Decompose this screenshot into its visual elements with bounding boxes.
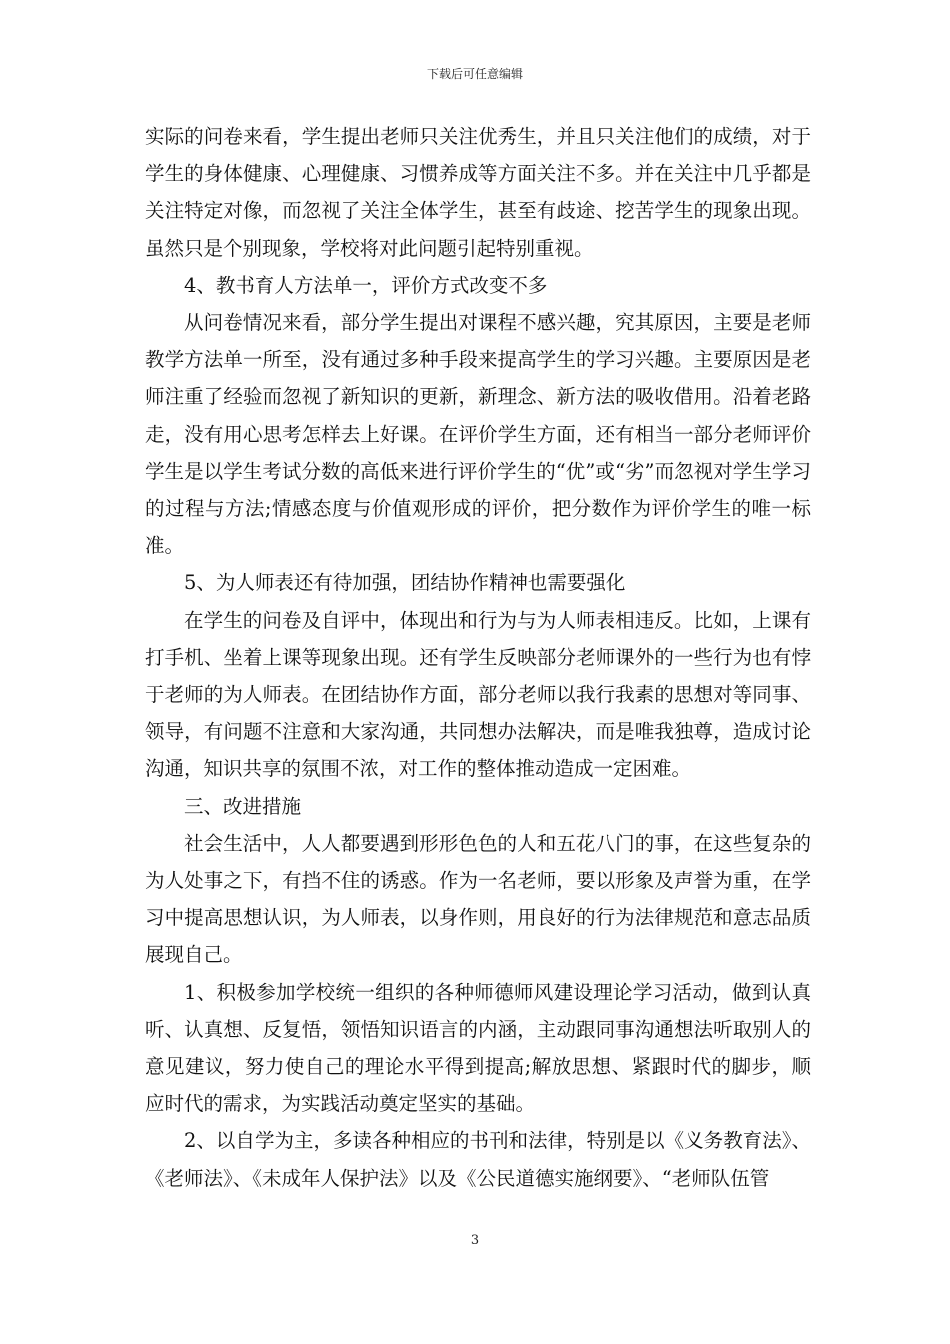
section-heading-5: 5、为人师表还有待加强，团结协作精神也需要强化 [184, 571, 626, 595]
section-heading-4: 4、教书育人方法单一，评价方式改变不多 [184, 273, 548, 297]
page-header: 下载后可任意编辑 [426, 67, 523, 81]
section-heading-improvements: 三、改进措施 [184, 794, 302, 818]
paragraph-measure-2: 2、以自学为主，多读各种相应的书刊和法律，特别是以《义务教育法》、《老师法》、《未成年人保护法》以及《公民道德实施纲要》、“老师队伍管 [145, 1129, 811, 1190]
paragraph-measure-1: 1、积极参加学校统一组织的各种师德师风建设理论学习活动，做到认真听、认真想、反复悟，领悟知识语言的内涵，主动跟同事沟通想法听取别人的意见建议，努力使自己的理论水平得到提高;解放思想、紧跟时代的脚步，顺应时代的需求，为实践活动奠定坚实的基础。 [145, 980, 811, 1116]
paragraph-social-life: 社会生活中，人人都要遇到形形色色的人和五花八门的事，在这些复杂的为人处事之下，有挡不住的诱惑。作为一名老师，要以形象及声誉为重，在学习中提高思想认识，为人师表，以身作则，用良好的行为法律规范和意志品质展现自己。 [145, 831, 811, 967]
paragraph-continuation: 实际的问卷来看，学生提出老师只关注优秀生，并且只关注他们的成绩，对于学生的身体健康、心理健康、习惯养成等方面关注不多。并在关注中几乎都是关注特定对像，而忽视了关注全体学生，甚至有歧途、挖苦学生的现象出现。虽然只是个别现象，学校将对此问题引起特别重视。 [145, 125, 811, 260]
paragraph-teaching-methods: 从问卷情况来看，部分学生提出对课程不感兴趣，究其原因，主要是老师教学方法单一所至，没有通过多种手段来提高学生的学习兴趣。主要原因是老师注重了经验而忽视了新知识的更新，新理念、新方法的吸收借用。沿着老路走，没有用心思考怎样去上好课。在评价学生方面，还有相当一部分老师评价学生是以学生考试分数的高低来进行评价学生的“优”或“劣”而忽视对学生学习的过程与方法;情感态度与价值观形成的评价，把分数作为评价学生的唯一标准。 [145, 311, 811, 558]
document-body [145, 118, 811, 1197]
page-number: 3 [470, 1233, 480, 1248]
paragraph-role-model: 在学生的问卷及自评中，体现出和行为与为人师表相违反。比如，上课有打手机、坐着上课等现象出现。还有学生反映部分老师课外的一些行为也有悖于老师的为人师表。在团结协作方面，部分老师以我行我素的思想对等同事、领导，有问题不注意和大家沟通，共同想办法解决，而是唯我独尊，造成讨论沟通，知识共享的氛围不浓，对工作的整体推动造成一定困难。 [145, 608, 811, 781]
